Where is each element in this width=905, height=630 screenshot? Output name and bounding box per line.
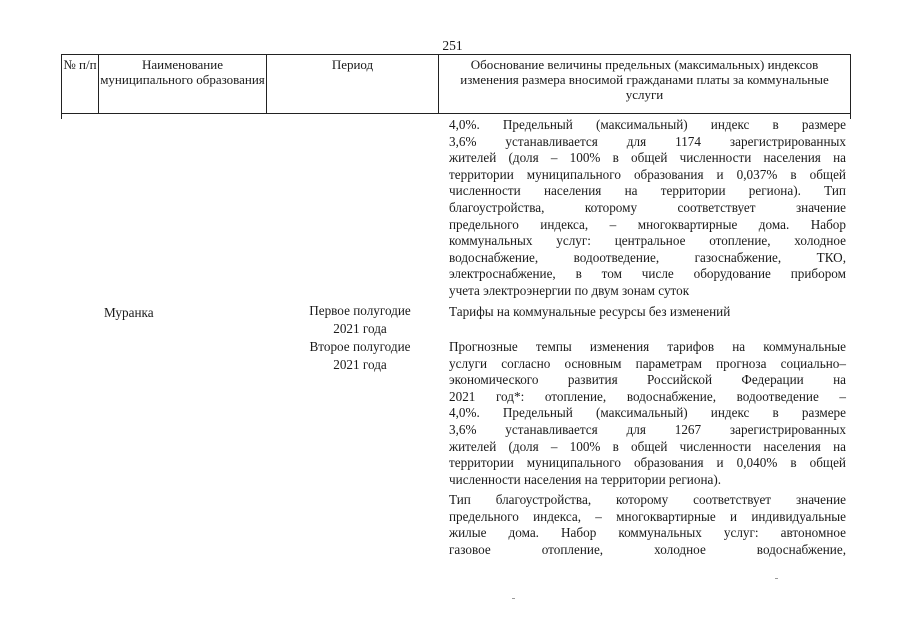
- period-line: 2021 года: [333, 357, 387, 372]
- text-line: 3,6% устанавливается для 1267 зарегистрированных: [449, 421, 846, 437]
- text-line: услуги согласно основным параметрам прогноза социально–: [449, 355, 846, 371]
- page-number: 251: [442, 38, 463, 53]
- text-line: территории муниципального образования и 0,037% в общей: [449, 166, 846, 182]
- text-line: предельного индекса, – многоквартирные дома. Набор: [449, 216, 846, 232]
- text-line: коммунальных услуг: центральное отопление, холодное: [449, 233, 846, 249]
- scan-speck: [512, 598, 515, 599]
- text-line: водоснабжение, водоотведение, газоснабжение, ТКО,: [449, 249, 846, 265]
- text-line: жителей (доля – 100% в общей численности населения на: [449, 150, 846, 166]
- period-first-half: [298, 302, 422, 338]
- period-line: Первое полугодие: [309, 303, 411, 318]
- continued-justification-text: [449, 117, 846, 300]
- header-col-number: № п/п: [63, 57, 97, 72]
- header-col-justification: Обоснование величины предельных (максимальных) индексов изменения размера вносимой гражданами платы за коммунальные услуги: [438, 55, 850, 113]
- text-line: благоустройства, которому соответствует значение: [449, 199, 846, 215]
- text-line: 3,6% устанавливается для 1174 зарегистрированных: [449, 133, 846, 149]
- period-line: Второе полугодие: [309, 339, 411, 354]
- municipality-name: Муранка: [104, 305, 154, 320]
- table-right-border: [850, 114, 851, 119]
- scan-speck: [775, 578, 778, 579]
- table-header: [61, 54, 851, 114]
- table-left-border: [61, 114, 62, 119]
- text-line: численности населения на территории региона). Тип: [449, 183, 846, 199]
- text-line: 4,0%. Предельный (максимальный) индекс в размере: [449, 405, 846, 421]
- forecast-justification-text: [449, 339, 846, 488]
- text-line: предельного индекса, – многоквартирные и индивидуальные: [449, 508, 846, 524]
- period-line: 2021 года: [333, 321, 387, 336]
- text-line: жителей (доля – 100% в общей численности населения на: [449, 438, 846, 454]
- text-line: 4,0%. Предельный (максимальный) индекс в размере: [449, 117, 846, 132]
- text-line: 2021 год*: отопление, водоснабжение, водоотведение –: [449, 388, 846, 404]
- text-line: территории муниципального образования и 0,040% в общей: [449, 455, 846, 471]
- text-line: Тарифы на коммунальные ресурсы без изменений: [449, 304, 731, 319]
- text-line: численности населения на территории региона).: [449, 471, 722, 487]
- period-second-half: [298, 338, 422, 374]
- header-col-municipality: Наименование муниципального образования: [98, 55, 266, 113]
- text-line: электроснабжение, в том числе оборудование прибором: [449, 266, 846, 282]
- improvement-type-text: [449, 492, 846, 558]
- tariff-unchanged-text: [449, 304, 846, 321]
- text-line: Тип благоустройства, которому соответствует значение: [449, 492, 846, 507]
- text-line: учета электроэнергии по двум зонам суток: [449, 282, 690, 298]
- text-line: экономического развития Российской Федерации на: [449, 372, 846, 388]
- text-line: Прогнозные темпы изменения тарифов на коммунальные: [449, 339, 846, 354]
- text-line: газовое отопление, холодное водоснабжение,: [449, 541, 846, 557]
- text-line: жилые дома. Набор коммунальных услуг: автономное: [449, 525, 846, 541]
- header-col-period: Период: [266, 55, 438, 113]
